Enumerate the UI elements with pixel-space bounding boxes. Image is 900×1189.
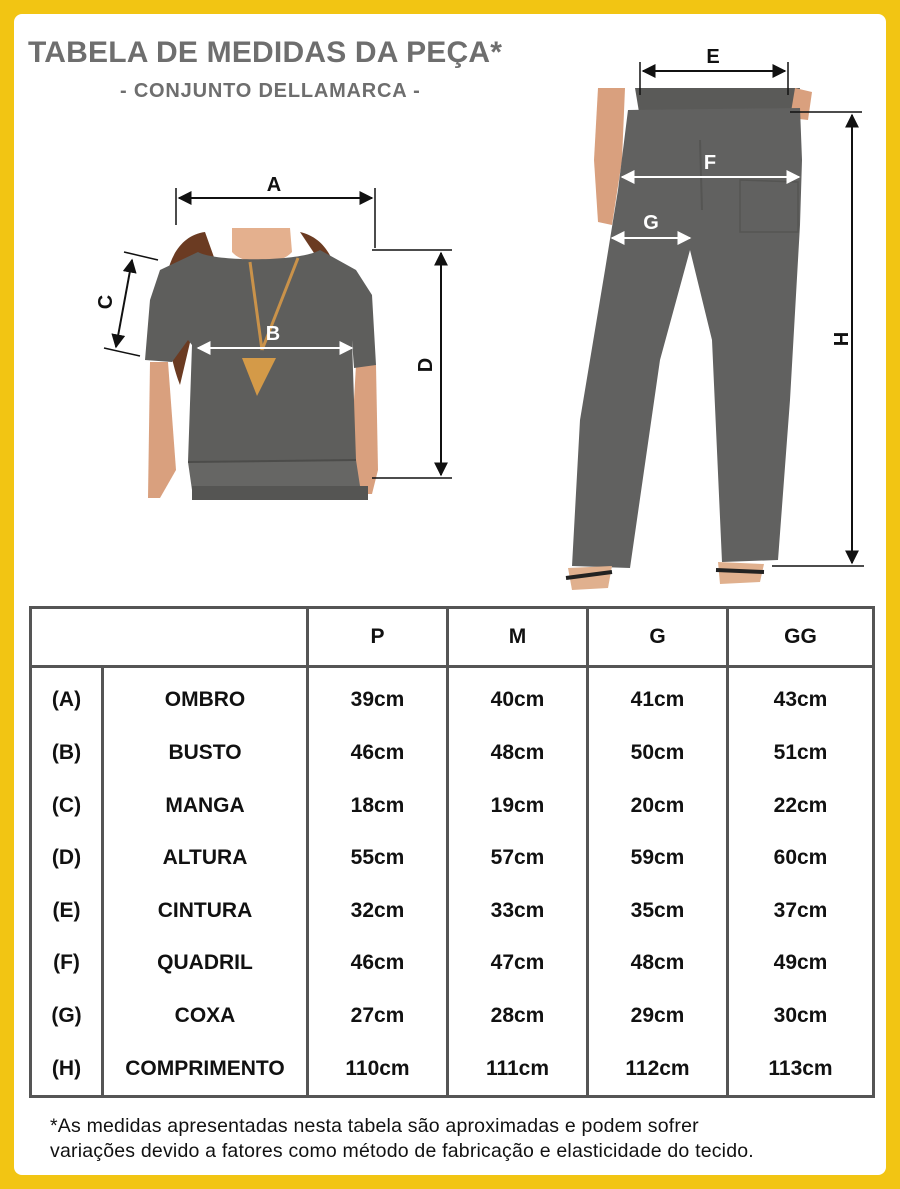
table-row [32, 990, 872, 1043]
row-name: COMPRIMENTO [101, 1042, 306, 1095]
page-title: TABELA DE MEDIDAS DA PEÇA* [28, 36, 503, 69]
measure-e [640, 46, 788, 95]
cell-value: 112cm [586, 1042, 726, 1095]
cell-value: 43cm [726, 668, 872, 727]
cell-value: 28cm [446, 990, 586, 1043]
row-name: MANGA [101, 779, 306, 832]
cell-value: 32cm [306, 885, 446, 938]
table-row [32, 832, 872, 885]
cell-value: 20cm [586, 779, 726, 832]
row-name: ALTURA [101, 832, 306, 885]
measure-label-e: E [706, 46, 720, 68]
cell-value: 113cm [726, 1042, 872, 1095]
column-header-p: P [306, 609, 446, 668]
column-header-g: G [586, 609, 726, 668]
row-code: (F) [53, 951, 80, 975]
table-row [32, 885, 872, 938]
measure-label-g: G [643, 212, 659, 234]
footnote-line-2: variações devido a fatores como método de fabricação e elasticidade do tecido. [50, 1140, 754, 1162]
cell-value: 47cm [446, 937, 586, 990]
cell-value: 48cm [586, 937, 726, 990]
cell-value: 57cm [446, 832, 586, 885]
measure-label-a: A [266, 174, 282, 196]
cell-value: 46cm [306, 727, 446, 780]
table-row [32, 727, 872, 780]
pants-photo [566, 88, 812, 590]
cell-value: 22cm [726, 779, 872, 832]
cell-value: 30cm [726, 990, 872, 1043]
row-name: CINTURA [101, 885, 306, 938]
row-code: (A) [51, 688, 82, 712]
cell-value: 35cm [586, 885, 726, 938]
cell-value: 60cm [726, 832, 872, 885]
cell-value: 110cm [306, 1042, 446, 1095]
footnote-line-1: *As medidas apresentadas nesta tabela são aproximadas e podem sofrer [50, 1115, 699, 1137]
row-code: (G) [51, 1004, 82, 1028]
cell-value: 18cm [306, 779, 446, 832]
cell-value: 55cm [306, 832, 446, 885]
column-header-gg: GG [726, 609, 872, 668]
row-code: (C) [51, 793, 82, 817]
measure-label-b: B [265, 323, 281, 345]
cell-value: 49cm [726, 937, 872, 990]
table-row [32, 937, 872, 990]
measure-label-f: F [703, 152, 717, 174]
tshirt-photo [143, 228, 405, 500]
row-code: (H) [51, 1056, 82, 1080]
size-table [29, 606, 875, 1098]
cell-value: 59cm [586, 832, 726, 885]
cell-value: 39cm [306, 668, 446, 727]
cell-value: 50cm [586, 727, 726, 780]
table-row [32, 668, 872, 727]
measure-label-c: C [95, 294, 117, 310]
cell-value: 46cm [306, 937, 446, 990]
table-row [32, 779, 872, 832]
measure-label-h: H [829, 331, 851, 347]
cell-value: 51cm [726, 727, 872, 780]
measure-label-d: D [415, 357, 437, 373]
cell-value: 19cm [446, 779, 586, 832]
row-name: COXA [101, 990, 306, 1043]
row-code: (B) [51, 740, 82, 764]
page-subtitle: - CONJUNTO DELLAMARCA - [120, 80, 421, 102]
cell-value: 37cm [726, 885, 872, 938]
cell-value: 48cm [446, 727, 586, 780]
cell-value: 33cm [446, 885, 586, 938]
row-code: (E) [52, 898, 81, 922]
row-name: OMBRO [101, 668, 306, 727]
cell-value: 40cm [446, 668, 586, 727]
cell-value: 41cm [586, 668, 726, 727]
header-blank-cell [32, 609, 306, 668]
cell-value: 111cm [446, 1042, 586, 1095]
footnote [50, 1114, 880, 1164]
column-header-m: M [446, 609, 586, 668]
cell-value: 27cm [306, 990, 446, 1043]
table-row [32, 1042, 872, 1095]
row-code: (D) [51, 846, 82, 870]
cell-value: 29cm [586, 990, 726, 1043]
row-name: BUSTO [101, 727, 306, 780]
table-header-row [32, 609, 872, 668]
row-name: QUADRIL [101, 937, 306, 990]
